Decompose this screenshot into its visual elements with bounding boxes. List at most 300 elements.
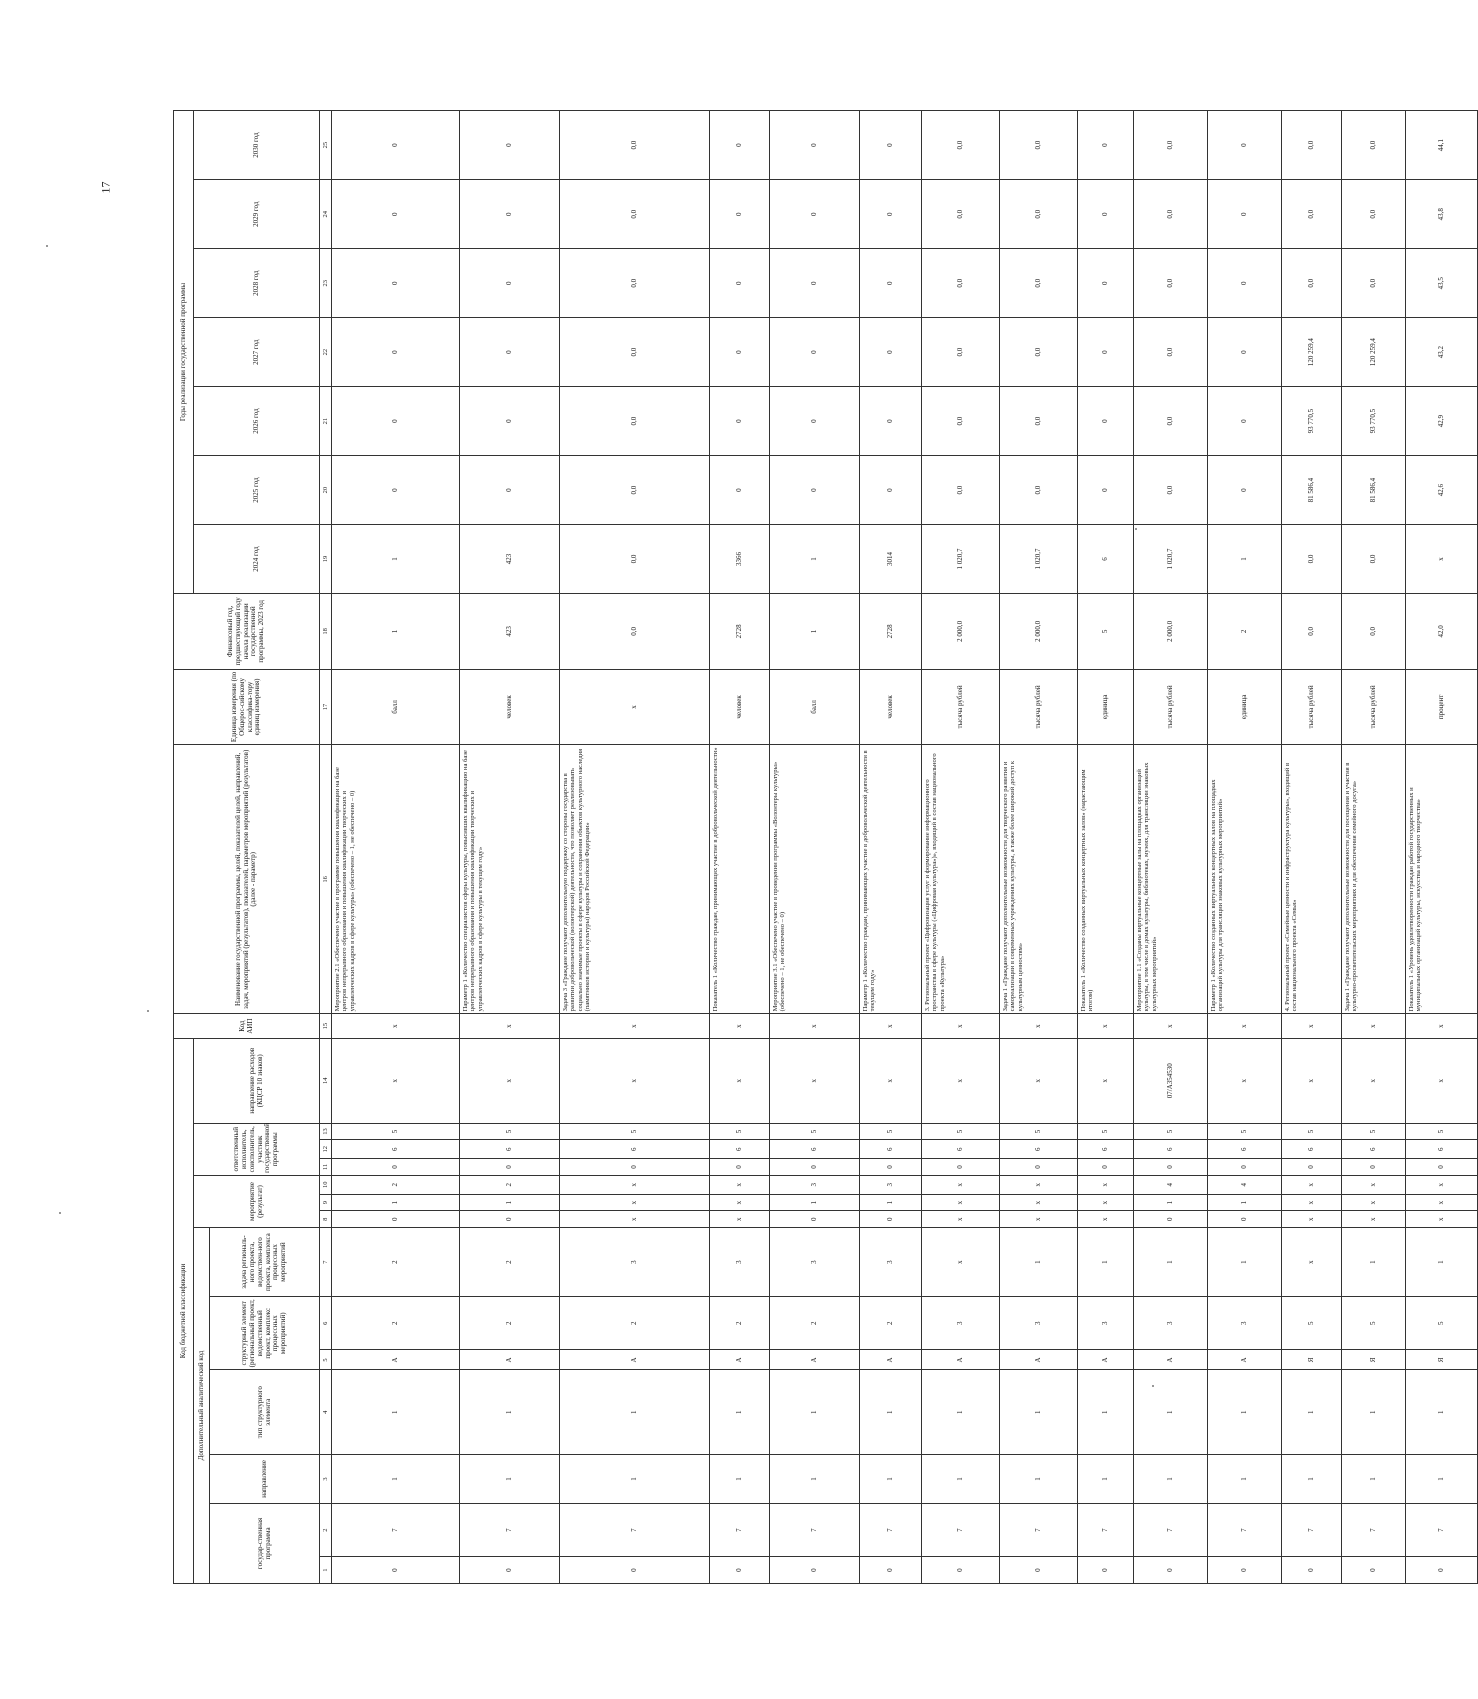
- code-cell: x: [1208, 1014, 1282, 1038]
- value-cell: 0: [1078, 318, 1134, 387]
- code-cell: x: [1078, 1194, 1134, 1211]
- header-direction: направление: [210, 1454, 320, 1503]
- row-name-cell: 4. Региональный проект «Семейные ценности и инфраструктура культуры», входящий в состав национального проекта «Семья»: [1282, 745, 1342, 1014]
- code-cell: x: [1000, 1014, 1078, 1038]
- code-cell: 0: [1406, 1557, 1478, 1584]
- value-cell: 0,0: [1282, 180, 1342, 249]
- code-cell: 1: [560, 1370, 710, 1455]
- scan-speck: [1135, 528, 1137, 530]
- code-cell: 5: [1078, 1123, 1134, 1140]
- code-cell: 2: [860, 1297, 922, 1350]
- header-struct-element: структурный элемент (региональный проект, ведомственный проект, комплекс процессных мероприятий): [210, 1297, 320, 1370]
- code-cell: 0: [1134, 1557, 1208, 1584]
- code-cell: 2: [460, 1175, 560, 1194]
- col-num: 2: [320, 1503, 332, 1556]
- col-num: 17: [320, 669, 332, 745]
- code-cell: А: [560, 1350, 710, 1370]
- code-cell: 0: [770, 1159, 860, 1176]
- code-cell: 1: [770, 1454, 860, 1503]
- code-cell: 1: [922, 1454, 1000, 1503]
- col-num: 21: [320, 387, 332, 456]
- header-year-2025: 2025 год: [194, 456, 320, 525]
- code-cell: x: [560, 1014, 710, 1038]
- value-cell: 0,0: [1134, 249, 1208, 318]
- table-row: [1000, 111, 1078, 1584]
- code-cell: x: [922, 1175, 1000, 1194]
- code-cell: А: [922, 1350, 1000, 1370]
- code-cell: 4: [1134, 1175, 1208, 1194]
- value-cell: 0: [710, 318, 770, 387]
- code-cell: 0: [1282, 1557, 1342, 1584]
- code-cell: 0: [332, 1557, 460, 1584]
- code-cell: 5: [1208, 1123, 1282, 1140]
- header-year-2029: 2029 год: [194, 180, 320, 249]
- code-cell: 0: [1208, 1159, 1282, 1176]
- value-cell: 2 000,0: [1134, 594, 1208, 670]
- code-cell: 1: [1282, 1454, 1342, 1503]
- code-cell: 3: [770, 1228, 860, 1297]
- value-cell: 0,0: [922, 318, 1000, 387]
- code-cell: 1: [770, 1194, 860, 1211]
- code-cell: 4: [1208, 1175, 1282, 1194]
- code-cell: А: [1208, 1350, 1282, 1370]
- header-year-2028: 2028 год: [194, 249, 320, 318]
- code-cell: А: [770, 1350, 860, 1370]
- value-cell: 0,0: [1282, 111, 1342, 180]
- code-cell: 1: [1078, 1228, 1134, 1297]
- code-cell: 1: [1134, 1454, 1208, 1503]
- col-num: 11: [320, 1159, 332, 1176]
- code-cell: 0: [1078, 1159, 1134, 1176]
- scan-speck: [46, 245, 48, 247]
- code-cell: 6: [770, 1140, 860, 1159]
- value-cell: 81 586,4: [1342, 456, 1406, 525]
- value-cell: 42,9: [1406, 387, 1478, 456]
- code-cell: 7: [1342, 1503, 1406, 1556]
- code-cell: x: [560, 1194, 710, 1211]
- code-cell: А: [332, 1350, 460, 1370]
- code-cell: А: [710, 1350, 770, 1370]
- value-cell: 2 000,0: [922, 594, 1000, 670]
- code-cell: 7: [1000, 1503, 1078, 1556]
- code-cell: 7: [1078, 1503, 1134, 1556]
- value-cell: 423: [460, 525, 560, 594]
- value-cell: 81 586,4: [1282, 456, 1342, 525]
- value-cell: 0: [860, 180, 922, 249]
- code-cell: 2: [560, 1297, 710, 1350]
- code-cell: 1: [1406, 1454, 1478, 1503]
- unit-cell: тысяча рублей: [922, 669, 1000, 745]
- unit-cell: единица: [1078, 669, 1134, 745]
- row-name-cell: Мероприятие 1.1 «Созданы виртуальные концертные залы на площадках организаций культуры, в том числе в домах культуры, библиотеках, музеях, для трансляции знаковых культурных мероприятий»: [1134, 745, 1208, 1014]
- header-year-2027: 2027 год: [194, 318, 320, 387]
- col-num: 5: [320, 1350, 332, 1370]
- value-cell: 0: [770, 456, 860, 525]
- code-cell: 0: [860, 1211, 922, 1228]
- code-cell: 6: [1208, 1140, 1282, 1159]
- scan-speck: [59, 1212, 61, 1214]
- value-cell: 0: [1078, 180, 1134, 249]
- value-cell: 0,0: [1000, 249, 1078, 318]
- value-cell: 0: [1078, 387, 1134, 456]
- code-cell: 7: [332, 1503, 460, 1556]
- code-cell: 0: [460, 1211, 560, 1228]
- code-cell: 7: [860, 1503, 922, 1556]
- code-cell: x: [460, 1038, 560, 1123]
- value-cell: 0,0: [922, 180, 1000, 249]
- row-name-cell: Задача 3 «Граждане получают дополнительную поддержку со стороны государства в развитии добровольческой (волонтерской) деятельности, что позволяет реализовывать социально значимые проекты в сфере культуры и сохранения объектов культурного наследия (памятников истории и культуры) народов Российской Федерации»: [560, 745, 710, 1014]
- value-cell: 0,0: [560, 111, 710, 180]
- code-cell: 5: [1134, 1123, 1208, 1140]
- code-cell: 0: [860, 1159, 922, 1176]
- value-cell: 1: [770, 525, 860, 594]
- code-cell: 1: [1134, 1228, 1208, 1297]
- col-num: 18: [320, 594, 332, 670]
- value-cell: 0,0: [560, 180, 710, 249]
- row-name-cell: Параметр 1 «Количество созданных виртуальных концертных залов на площадках организаций культуры для трансляции знаковых культурных мероприятий»: [1208, 745, 1282, 1014]
- code-cell: 0: [1208, 1557, 1282, 1584]
- code-cell: 5: [560, 1123, 710, 1140]
- value-cell: 1: [1208, 525, 1282, 594]
- header-event: мероприятие (результат): [194, 1175, 320, 1227]
- code-cell: 5: [1406, 1297, 1478, 1350]
- value-cell: 0: [332, 180, 460, 249]
- code-cell: x: [860, 1014, 922, 1038]
- unit-cell: балл: [770, 669, 860, 745]
- code-cell: 7: [1208, 1503, 1282, 1556]
- code-cell: А: [860, 1350, 922, 1370]
- value-cell: 0: [770, 249, 860, 318]
- value-cell: 6: [1078, 525, 1134, 594]
- code-cell: 3: [560, 1228, 710, 1297]
- value-cell: 0: [860, 456, 922, 525]
- value-cell: 0,0: [560, 387, 710, 456]
- scan-speck: [147, 1010, 149, 1012]
- value-cell: 0: [332, 456, 460, 525]
- code-cell: 0: [860, 1557, 922, 1584]
- code-cell: 0: [922, 1159, 1000, 1176]
- value-cell: 0: [460, 180, 560, 249]
- code-cell: 3: [1134, 1297, 1208, 1350]
- code-cell: 1: [460, 1454, 560, 1503]
- value-cell: 2 000,0: [1000, 594, 1078, 670]
- col-num: 6: [320, 1297, 332, 1350]
- code-cell: x: [1282, 1211, 1342, 1228]
- header-budget-classification: Код бюджетной классификации: [174, 1038, 194, 1583]
- code-cell: 0: [710, 1557, 770, 1584]
- code-cell: 6: [460, 1140, 560, 1159]
- value-cell: 0,0: [922, 111, 1000, 180]
- value-cell: 0: [1208, 249, 1282, 318]
- code-cell: 1: [1208, 1228, 1282, 1297]
- code-cell: 1: [710, 1454, 770, 1503]
- code-cell: x: [1406, 1211, 1478, 1228]
- code-cell: 5: [332, 1123, 460, 1140]
- page-number: 17: [98, 181, 113, 194]
- code-cell: 2: [460, 1228, 560, 1297]
- header-aip: Код АИП: [174, 1014, 320, 1038]
- code-cell: x: [1406, 1175, 1478, 1194]
- value-cell: 93 770,5: [1282, 387, 1342, 456]
- value-cell: 1: [770, 594, 860, 670]
- value-cell: x: [1406, 525, 1478, 594]
- code-cell: x: [1208, 1038, 1282, 1123]
- code-cell: x: [1134, 1014, 1208, 1038]
- value-cell: 0: [710, 249, 770, 318]
- code-cell: x: [922, 1014, 1000, 1038]
- code-cell: 5: [1000, 1123, 1078, 1140]
- value-cell: 0: [1208, 387, 1282, 456]
- row-name-cell: Показатель 1 «Количество граждан, принимающих участие в добровольческой деятельности»: [710, 745, 770, 1014]
- value-cell: 0: [332, 111, 460, 180]
- value-cell: 0,0: [922, 456, 1000, 525]
- unit-cell: процент: [1406, 669, 1478, 745]
- value-cell: 1 020,7: [1134, 525, 1208, 594]
- header-struct-type: тип структурного элемента: [210, 1370, 320, 1455]
- code-cell: x: [1078, 1014, 1134, 1038]
- value-cell: 42,6: [1406, 456, 1478, 525]
- code-cell: 1: [1000, 1228, 1078, 1297]
- code-cell: x: [1342, 1038, 1406, 1123]
- code-cell: x: [1282, 1194, 1342, 1211]
- code-cell: 1: [1134, 1194, 1208, 1211]
- code-cell: 2: [332, 1228, 460, 1297]
- col-num: 3: [320, 1454, 332, 1503]
- code-cell: 0: [1000, 1557, 1078, 1584]
- code-cell: 2: [332, 1297, 460, 1350]
- value-cell: 0,0: [1134, 456, 1208, 525]
- value-cell: 0,0: [1282, 594, 1342, 670]
- code-cell: 0: [460, 1159, 560, 1176]
- code-cell: 0: [1282, 1159, 1342, 1176]
- unit-cell: человек: [460, 669, 560, 745]
- col-num: 16: [320, 745, 332, 1014]
- code-cell: 0: [770, 1557, 860, 1584]
- col-num: 8: [320, 1211, 332, 1228]
- value-cell: 0: [770, 180, 860, 249]
- code-cell: x: [710, 1014, 770, 1038]
- code-cell: 6: [1134, 1140, 1208, 1159]
- code-cell: 5: [1282, 1297, 1342, 1350]
- header-base-year: Финансовый год, предшествующий году начала реализации государственной программы, 2023 год: [174, 594, 320, 670]
- code-cell: x: [922, 1038, 1000, 1123]
- value-cell: 42,0: [1406, 594, 1478, 670]
- code-cell: 2: [710, 1297, 770, 1350]
- header-year-2024: 2024 год: [194, 525, 320, 594]
- code-cell: x: [1078, 1211, 1134, 1228]
- code-cell: А: [1134, 1350, 1208, 1370]
- value-cell: 423: [460, 594, 560, 670]
- code-cell: 7: [460, 1503, 560, 1556]
- code-cell: 7: [1282, 1503, 1342, 1556]
- code-cell: Я: [1342, 1350, 1406, 1370]
- code-cell: 0: [332, 1159, 460, 1176]
- value-cell: 0: [710, 111, 770, 180]
- value-cell: 0: [710, 456, 770, 525]
- table-row: [1406, 111, 1478, 1584]
- header-years-group: Годы реализации государственной программы: [174, 111, 194, 594]
- code-cell: 5: [1342, 1123, 1406, 1140]
- header-name: Наименование государственной программы, целей, показателей целей, направлений, задач, мероприятий (результатов), показателей, параметров мероприятий (результатов) (далее - параметр): [174, 745, 320, 1014]
- table-row: [1078, 111, 1134, 1584]
- value-cell: 1 020,7: [922, 525, 1000, 594]
- code-cell: 1: [1208, 1454, 1282, 1503]
- code-cell: А: [1000, 1350, 1078, 1370]
- value-cell: 0: [1078, 111, 1134, 180]
- code-cell: 7: [922, 1503, 1000, 1556]
- header-task: задача региональ-ного проекта, ведомствен-ного проекта, комплекса процессных мероприятий: [210, 1228, 320, 1297]
- col-num: 4: [320, 1370, 332, 1455]
- value-cell: 0: [332, 318, 460, 387]
- col-num: 9: [320, 1194, 332, 1211]
- code-cell: x: [770, 1038, 860, 1123]
- row-name-cell: Параметр 1 «Количество специалистов сферы культуры, повысивших квалификацию на базе центров непрерывного образования и повышения квалификации творческих и управленческих кадров в сфере культуры в текущем году»: [460, 745, 560, 1014]
- code-cell: 5: [770, 1123, 860, 1140]
- value-cell: 0: [332, 249, 460, 318]
- code-cell: x: [560, 1175, 710, 1194]
- table-row: [560, 111, 710, 1584]
- value-cell: 0,0: [560, 249, 710, 318]
- code-cell: 3: [1208, 1297, 1282, 1350]
- code-cell: x: [922, 1211, 1000, 1228]
- code-cell: А: [1078, 1350, 1134, 1370]
- value-cell: 0: [770, 387, 860, 456]
- code-cell: 7: [770, 1503, 860, 1556]
- column-number-row: [320, 111, 332, 1584]
- code-cell: 1: [1282, 1370, 1342, 1455]
- col-num: 14: [320, 1038, 332, 1123]
- code-cell: x: [332, 1038, 460, 1123]
- code-cell: x: [1406, 1194, 1478, 1211]
- value-cell: 0,0: [1000, 111, 1078, 180]
- code-cell: 6: [1282, 1140, 1342, 1159]
- unit-cell: человек: [710, 669, 770, 745]
- code-cell: 1: [1342, 1228, 1406, 1297]
- code-cell: x: [1342, 1211, 1406, 1228]
- code-cell: 6: [1000, 1140, 1078, 1159]
- code-cell: 3: [770, 1175, 860, 1194]
- code-cell: 0: [1078, 1557, 1134, 1584]
- code-cell: 6: [922, 1140, 1000, 1159]
- table-row: [770, 111, 860, 1584]
- code-cell: 7: [1406, 1503, 1478, 1556]
- code-cell: 07/А354530: [1134, 1038, 1208, 1123]
- code-cell: 1: [460, 1370, 560, 1455]
- unit-cell: балл: [332, 669, 460, 745]
- code-cell: 0: [1342, 1159, 1406, 1176]
- code-cell: 6: [1342, 1140, 1406, 1159]
- value-cell: 0: [1208, 111, 1282, 180]
- unit-cell: тысяча рублей: [1134, 669, 1208, 745]
- col-num: 25: [320, 111, 332, 180]
- code-cell: x: [710, 1038, 770, 1123]
- value-cell: 0: [770, 111, 860, 180]
- code-cell: 3: [860, 1175, 922, 1194]
- code-cell: 3: [1078, 1297, 1134, 1350]
- value-cell: 0,0: [1000, 387, 1078, 456]
- col-num: 1: [320, 1557, 332, 1584]
- code-cell: 1: [860, 1370, 922, 1455]
- code-cell: 3: [1000, 1297, 1078, 1350]
- code-cell: x: [770, 1014, 860, 1038]
- value-cell: 0: [710, 387, 770, 456]
- unit-cell: человек: [860, 669, 922, 745]
- code-cell: x: [1282, 1228, 1342, 1297]
- code-cell: x: [1078, 1038, 1134, 1123]
- value-cell: 0,0: [1342, 180, 1406, 249]
- code-cell: 0: [332, 1211, 460, 1228]
- code-cell: x: [460, 1014, 560, 1038]
- code-cell: 6: [1406, 1140, 1478, 1159]
- code-cell: 7: [710, 1503, 770, 1556]
- col-num: 20: [320, 456, 332, 525]
- code-cell: x: [710, 1211, 770, 1228]
- table-row: [332, 111, 460, 1584]
- code-cell: x: [1282, 1014, 1342, 1038]
- code-cell: 1: [922, 1370, 1000, 1455]
- value-cell: 0: [460, 456, 560, 525]
- code-cell: x: [1406, 1014, 1478, 1038]
- header-program: государ-ственная программа: [210, 1503, 320, 1583]
- code-cell: 5: [860, 1123, 922, 1140]
- value-cell: 0,0: [1342, 594, 1406, 670]
- row-name-cell: Задача 1 «Граждане получают дополнительные возможности для посещения и участия в культурно-просветительских мероприятиях и для обеспечения семейного досуга»: [1342, 745, 1406, 1014]
- table-body: [332, 111, 1478, 1584]
- col-num: 12: [320, 1140, 332, 1159]
- value-cell: 0: [332, 387, 460, 456]
- code-cell: 5: [460, 1123, 560, 1140]
- value-cell: 0,0: [1000, 456, 1078, 525]
- code-cell: 3: [922, 1297, 1000, 1350]
- code-cell: 0: [560, 1159, 710, 1176]
- code-cell: 1: [560, 1454, 710, 1503]
- code-cell: x: [1282, 1038, 1342, 1123]
- code-cell: 1: [332, 1194, 460, 1211]
- code-cell: 6: [860, 1140, 922, 1159]
- code-cell: x: [922, 1194, 1000, 1211]
- header-year-2030: 2030 год: [194, 111, 320, 180]
- code-cell: 0: [560, 1557, 710, 1584]
- code-cell: x: [1342, 1175, 1406, 1194]
- value-cell: 0: [460, 111, 560, 180]
- code-cell: 0: [1406, 1159, 1478, 1176]
- value-cell: 0: [860, 387, 922, 456]
- code-cell: 0: [1134, 1159, 1208, 1176]
- code-cell: 1: [1342, 1370, 1406, 1455]
- value-cell: 3014: [860, 525, 922, 594]
- value-cell: 120 259,4: [1342, 318, 1406, 387]
- code-cell: 5: [922, 1123, 1000, 1140]
- code-cell: x: [560, 1038, 710, 1123]
- value-cell: 1 020,7: [1000, 525, 1078, 594]
- code-cell: 0: [710, 1159, 770, 1176]
- code-cell: 6: [560, 1140, 710, 1159]
- col-num: 7: [320, 1228, 332, 1297]
- unit-cell: тысяча рублей: [1282, 669, 1342, 745]
- code-cell: x: [860, 1038, 922, 1123]
- code-cell: x: [1342, 1014, 1406, 1038]
- value-cell: 0,0: [1134, 180, 1208, 249]
- col-num: 23: [320, 249, 332, 318]
- code-cell: Я: [1406, 1350, 1478, 1370]
- code-cell: 1: [1406, 1228, 1478, 1297]
- value-cell: 0: [1208, 318, 1282, 387]
- code-cell: 1: [332, 1370, 460, 1455]
- value-cell: 0: [1078, 249, 1134, 318]
- code-cell: 5: [1406, 1123, 1478, 1140]
- value-cell: 0,0: [1342, 111, 1406, 180]
- code-cell: Я: [1282, 1350, 1342, 1370]
